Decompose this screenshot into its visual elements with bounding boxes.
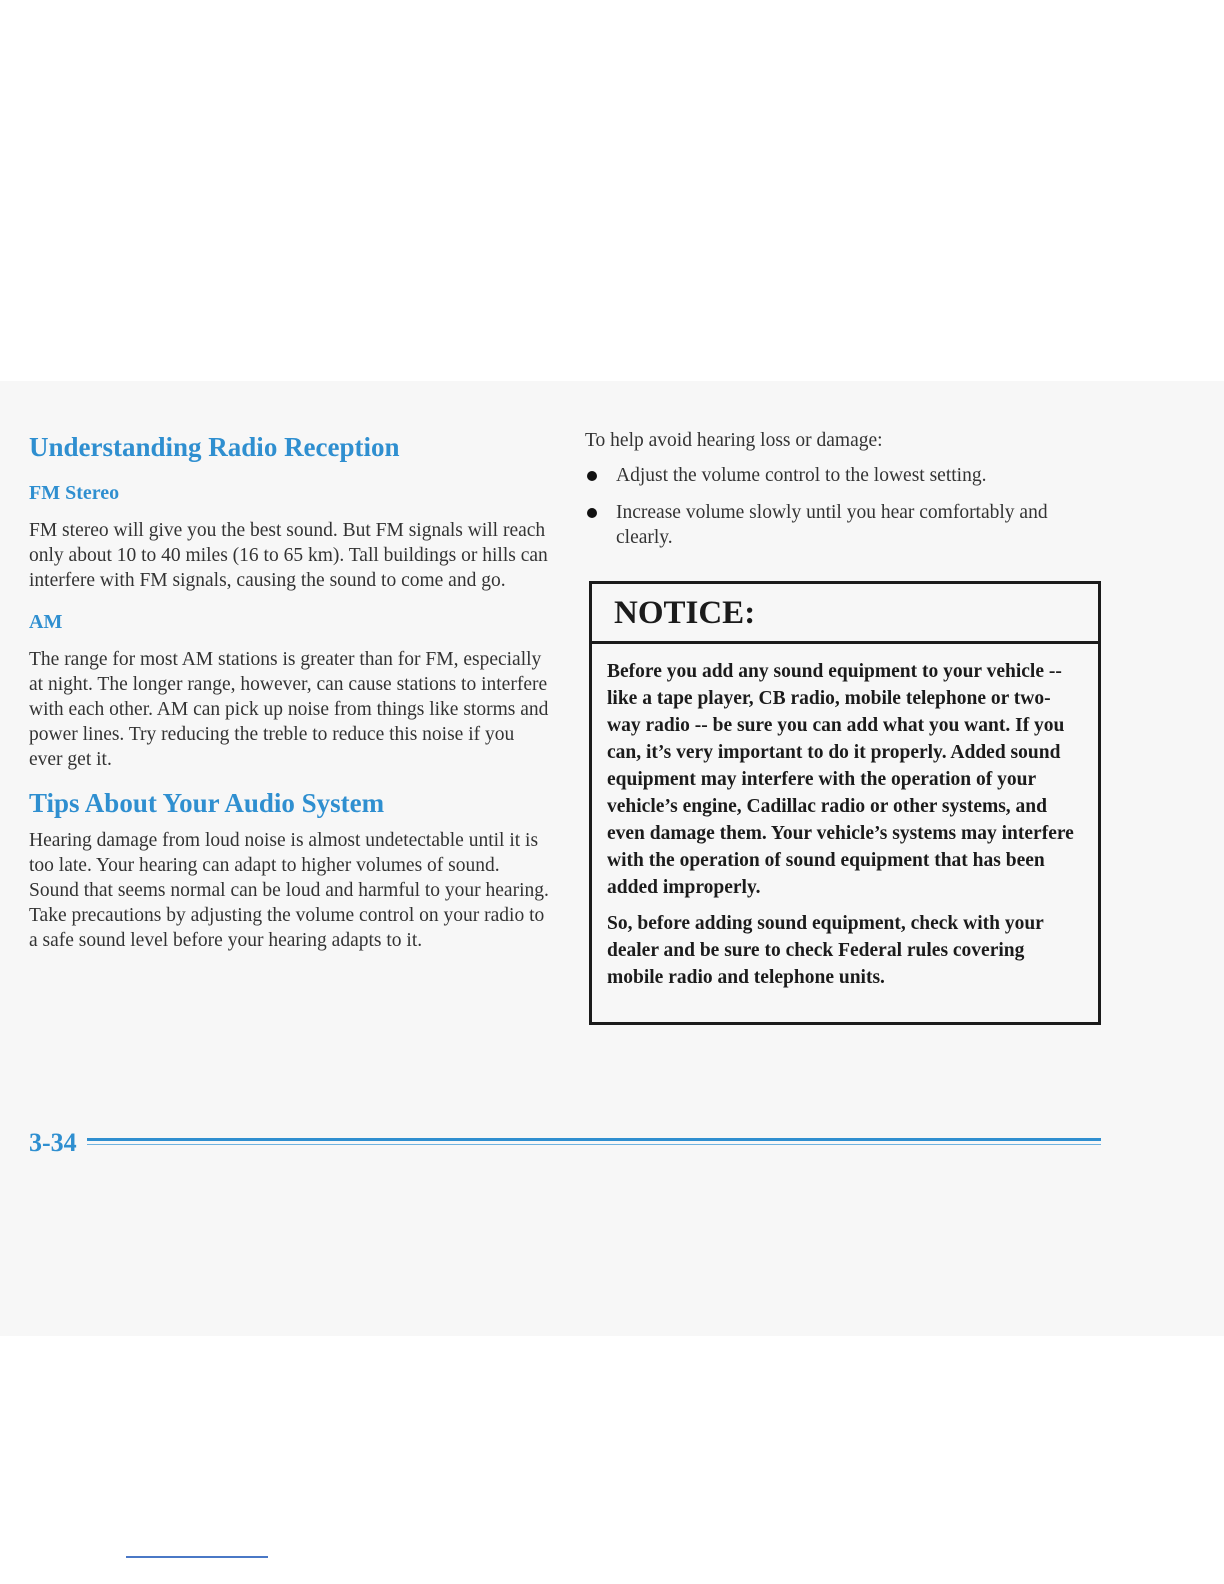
notice-box (589, 581, 1101, 1025)
section-title-audio-tips: Tips About Your Audio System (29, 788, 385, 818)
footer-rule-thin (87, 1144, 1101, 1145)
right-column (585, 428, 1105, 562)
bullet-icon (587, 508, 597, 518)
section-title-radio-reception: Understanding Radio Reception (29, 432, 400, 462)
audio-tips-paragraph: Hearing damage from loud noise is almost undetectable until it is too late. Your hearing can adapt to higher volumes of sound. Sound that seems normal can be loud and harmful to your hearing. Take precautions by adjusting the volume control on your radio to a safe sound level before your hearing adapts to it. (29, 830, 549, 951)
list-item-text: Increase volume slowly until you hear comfortably and clearly. (616, 502, 1048, 548)
page-number: 3-34 (29, 1128, 77, 1157)
list-item-text: Adjust the volume control to the lowest setting. (616, 465, 987, 486)
list-item (585, 500, 1105, 550)
bullet-icon (587, 471, 597, 481)
notice-body (592, 644, 1098, 991)
list-item (585, 463, 1105, 488)
left-column (29, 426, 549, 953)
page-footer (29, 1125, 1101, 1161)
am-paragraph: The range for most AM stations is greater than for FM, especially at night. The longer range, however, can cause stations to interfere with each other. AM can pick up noise from things like storms and power lines. Try reducing the treble to reduce this noise if you ever get it. (29, 649, 549, 770)
hearing-tips-list (585, 463, 1105, 550)
notice-paragraph-1: Before you add any sound equipment to your vehicle -- like a tape player, CB radio, mobile telephone or two-way radio -- be sure you can add what you want. If you can, it’s very important to do it properly. Added sound equipment may interfere with the operation of your vehicle’s engine, Cadillac radio or other systems, and even damage them. Your vehicle’s systems may interfere with the operation of sound equipment that has been added improperly. (607, 661, 1074, 898)
notice-heading: NOTICE: (592, 584, 1098, 644)
hearing-intro-text: To help avoid hearing loss or damage: (585, 430, 883, 451)
subheading-am: AM (29, 611, 63, 633)
notice-paragraph-2: So, before adding sound equipment, check with your dealer and be sure to check Federal rules covering mobile radio and telephone units. (607, 913, 1044, 988)
footer-rule (87, 1138, 1101, 1141)
fm-stereo-paragraph: FM stereo will give you the best sound. But FM signals will reach only about 10 to 40 miles (16 to 65 km). Tall buildings or hills can interfere with FM signals, causing the sound to come and go. (29, 520, 548, 591)
bottom-underline-link[interactable] (126, 1556, 268, 1558)
subheading-fm-stereo: FM Stereo (29, 482, 120, 504)
